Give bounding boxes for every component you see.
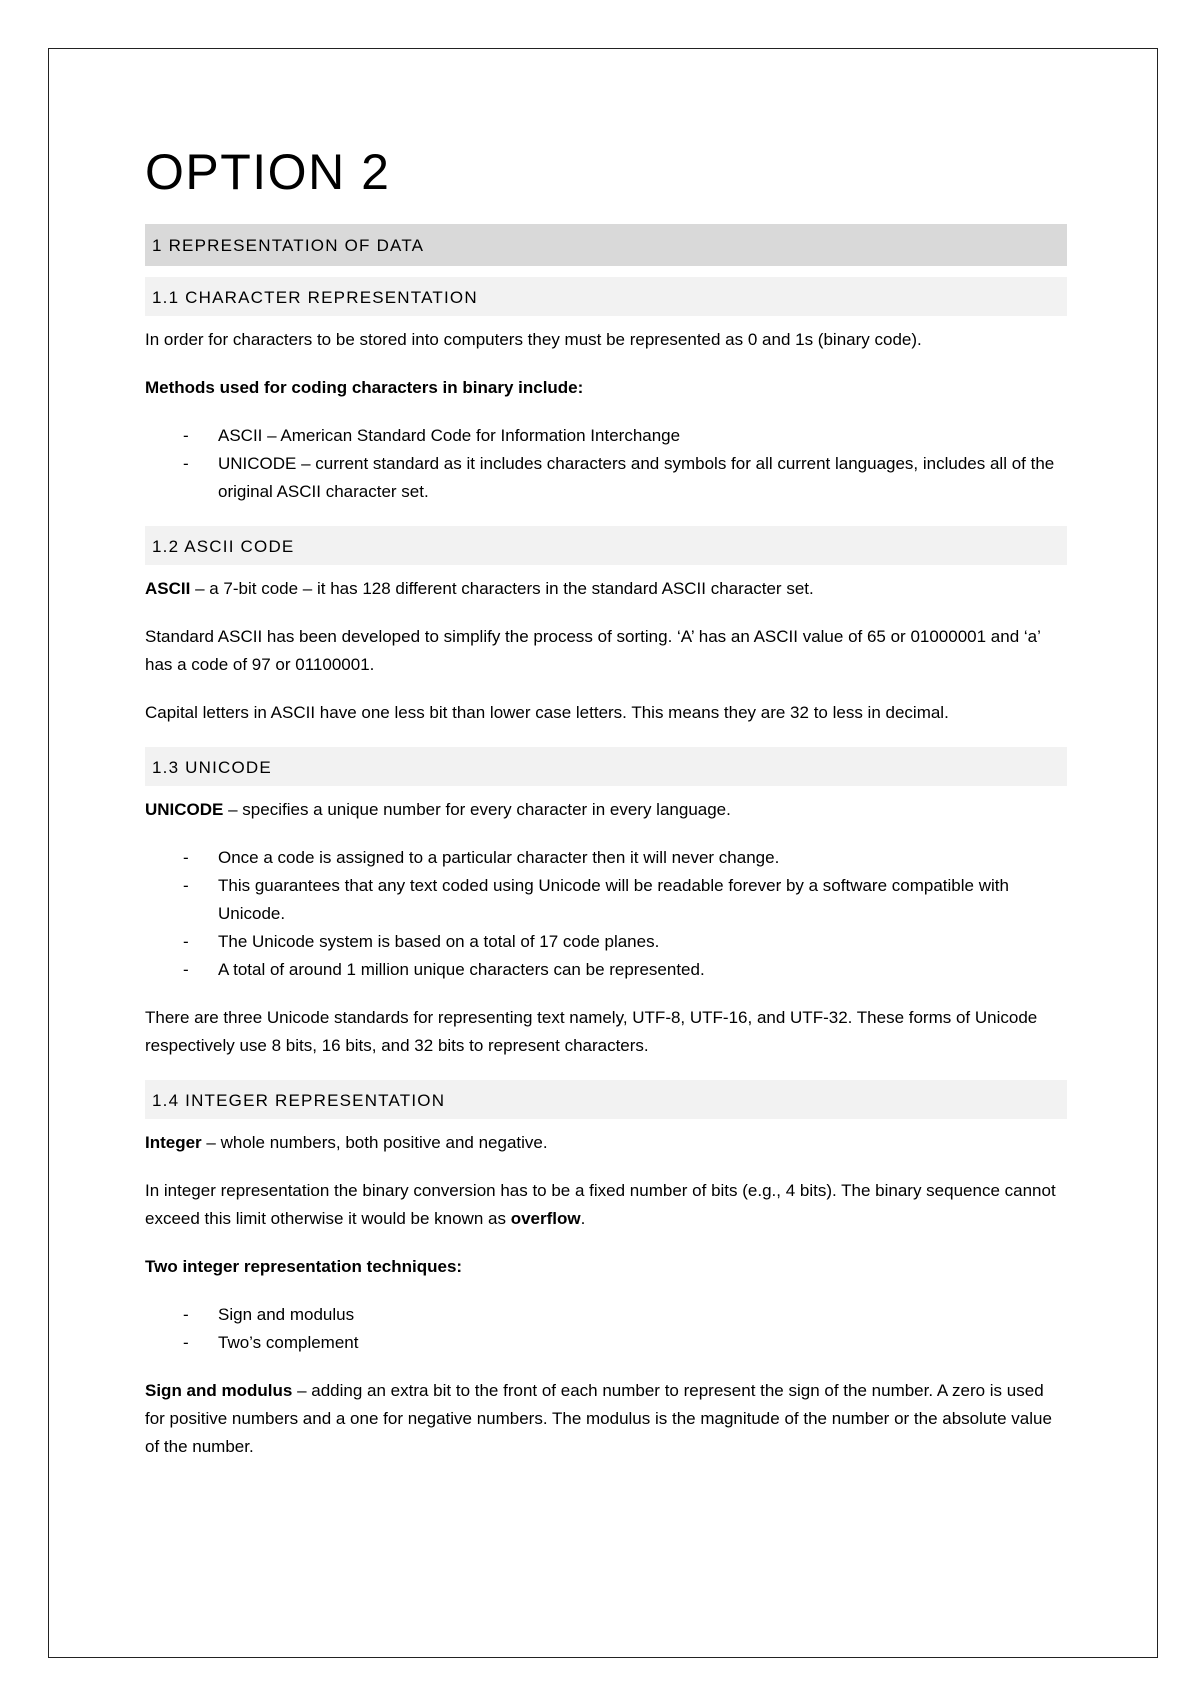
term-ascii: ASCII <box>145 579 191 598</box>
integer-techniques-list <box>145 1301 1067 1357</box>
coding-methods-list <box>145 422 1067 506</box>
dash-bullet: - <box>183 932 189 951</box>
section-heading-representation-of-data: 1 REPRESENTATION OF DATA <box>145 224 1067 266</box>
subsection-heading-ascii-code: 1.2 ASCII CODE <box>145 526 1067 565</box>
dash-bullet: - <box>183 454 189 473</box>
dash-bullet: - <box>183 848 189 867</box>
list-item: - The Unicode system is based on a total of 17 code planes. <box>145 928 1067 956</box>
list-item: - Sign and modulus <box>145 1301 1067 1329</box>
unicode-facts-list <box>145 844 1067 984</box>
term-overflow: overflow <box>510 1209 581 1228</box>
paragraph-ascii-definition: ASCII – a 7-bit code – it has 128 different characters in the standard ASCII character set. <box>145 579 814 598</box>
dash-bullet: - <box>183 426 189 445</box>
methods-label: Methods used for coding characters in binary include: <box>145 378 584 397</box>
paragraph-sign-and-modulus: Sign and modulus – adding an extra bit to the front of each number to represent the sign of the number. A zero is used for positive numbers and a one for negative numbers. The modulus is the magnitude of the number or the absolute value of the number. <box>145 1381 1052 1456</box>
list-item: - Once a code is assigned to a particular character then it will never change. <box>145 844 1067 872</box>
dash-bullet: - <box>183 1333 189 1352</box>
paragraph-ascii-capitals: Capital letters in ASCII have one less bit than lower case letters. This means they are 32 to less in decimal. <box>145 703 949 722</box>
dash-bullet: - <box>183 960 189 979</box>
list-item: - Two’s complement <box>145 1329 1067 1357</box>
list-item: - ASCII – American Standard Code for Information Interchange <box>145 422 1067 450</box>
paragraph-ascii-sorting: Standard ASCII has been developed to simplify the process of sorting. ‘A’ has an ASCII value of 65 or 01000001 and ‘a’ has a code of 97 or 01100001. <box>145 627 1041 674</box>
paragraph-integer-definition: Integer – whole numbers, both positive and negative. <box>145 1133 548 1152</box>
page-title: OPTION 2 <box>145 144 391 200</box>
term-unicode: UNICODE <box>145 800 224 819</box>
document-body <box>145 140 1067 1481</box>
paragraph-unicode-definition: UNICODE – specifies a unique number for every character in every language. <box>145 800 731 819</box>
list-item: - A total of around 1 million unique characters can be represented. <box>145 956 1067 984</box>
techniques-label: Two integer representation techniques: <box>145 1257 463 1276</box>
subsection-heading-integer-representation: 1.4 INTEGER REPRESENTATION <box>145 1080 1067 1119</box>
term-sign-and-modulus: Sign and modulus <box>145 1381 293 1400</box>
dash-bullet: - <box>183 1305 189 1324</box>
paragraph-unicode-standards: There are three Unicode standards for representing text namely, UTF-8, UTF-16, and UTF-32. These forms of Unicode respectively use 8 bits, 16 bits, and 32 bits to represent characters. <box>145 1008 1038 1055</box>
list-item: - UNICODE – current standard as it includes characters and symbols for all current languages, includes all of the original ASCII character set. <box>145 450 1067 506</box>
subsection-heading-character-representation: 1.1 CHARACTER REPRESENTATION <box>145 277 1067 316</box>
paragraph-binary-intro: In order for characters to be stored into computers they must be represented as 0 and 1s (binary code). <box>145 330 922 349</box>
subsection-heading-unicode: 1.3 UNICODE <box>145 747 1067 786</box>
paragraph-integer-overflow: In integer representation the binary conversion has to be a fixed number of bits (e.g., 4 bits). The binary sequence cannot exceed this limit otherwise it would be known as overflow. <box>145 1181 1056 1228</box>
list-item: - This guarantees that any text coded using Unicode will be readable forever by a software compatible with Unicode. <box>145 872 1067 928</box>
term-integer: Integer <box>145 1133 202 1152</box>
dash-bullet: - <box>183 876 189 895</box>
